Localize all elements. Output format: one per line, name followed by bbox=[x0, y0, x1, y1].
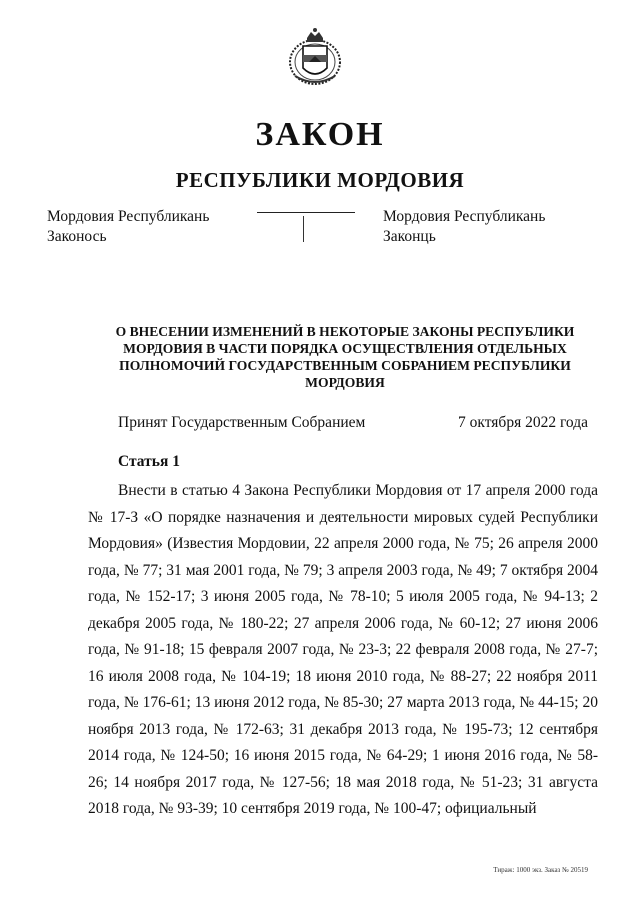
left-heading-line-1: Мордовия Республикань bbox=[47, 208, 210, 225]
document-title: ЗАКОН bbox=[255, 116, 385, 153]
left-language-heading bbox=[47, 207, 209, 247]
left-heading-line-2: Законось bbox=[47, 228, 107, 245]
right-heading-line-1: Мордовия Республикань bbox=[383, 208, 546, 225]
divider-line bbox=[257, 212, 355, 213]
adopted-by: Принят Государственным Собранием bbox=[118, 414, 366, 431]
article-heading: Статья 1 bbox=[118, 453, 180, 470]
divider-vertical bbox=[303, 216, 304, 242]
document-subtitle: РЕСПУБЛИКИ МОРДОВИЯ bbox=[175, 168, 465, 192]
article-body: Внести в статью 4 Закона Республики Мордовия от 17 апреля 2000 года № 17-З «О порядке назначения и деятельности мировых судей Республики Мордовия» (Известия Мордовии, 22 апреля 2000 года, № 75; 26 апреля 2000 года, № 77; 31 мая 2001 года, № 79; 3 апреля 2003 года, № 49; 7 октября 2004 года, № 152-17; 3 июня 2005 года, № 78-10; 5 июля 2005 года, № 94-13; 2 декабря 2005 года, № 180-22; 27 апреля 2006 года, № 60-12; 27 июня 2006 года, № 91-18; 15 февраля 2007 года, № 23-3; 22 февраля 2008 года, № 27-7; 16 июля 2008 года, № 104-19; 18 июня 2010 года, № 88-27; 22 ноября 2011 года, № 176-61; 13 июня 2012 года, № 85-30; 27 марта 2013 года, № 44-15; 20 ноября 2013 года, № 172-63; 31 декабря 2013 года, № 195-73; 12 сентября 2014 года, № 124-50; 16 июня 2015 года, № 64-29; 1 июня 2016 года, № 58-26; 14 ноября 2017 года, № 127-56; 18 мая 2018 года, № 51-23; 31 августа 2018 года, № 93-39; 10 сентября 2019 года, № 100-47; официальный bbox=[88, 482, 598, 817]
right-language-heading bbox=[383, 207, 545, 247]
law-title: О ВНЕСЕНИИ ИЗМЕНЕНИЙ В НЕКОТОРЫЕ ЗАКОНЫ РЕСПУБЛИКИ МОРДОВИЯ В ЧАСТИ ПОРЯДКА ОСУЩЕСТВЛЕНИЯ ОТДЕЛЬНЫХ ПОЛНОМОЧИЙ ГОСУДАРСТВЕННЫМ СОБРАНИЕМ РЕСПУБЛИКИ МОРДОВИЯ bbox=[115, 324, 575, 390]
coat-of-arms-emblem bbox=[285, 24, 345, 88]
print-info: Тираж: 1000 экз. Заказ № 20519 bbox=[493, 866, 588, 874]
adoption-date: 7 октября 2022 года bbox=[458, 414, 588, 431]
coat-of-arms-icon bbox=[285, 24, 345, 88]
right-heading-line-2: Законць bbox=[383, 228, 436, 245]
